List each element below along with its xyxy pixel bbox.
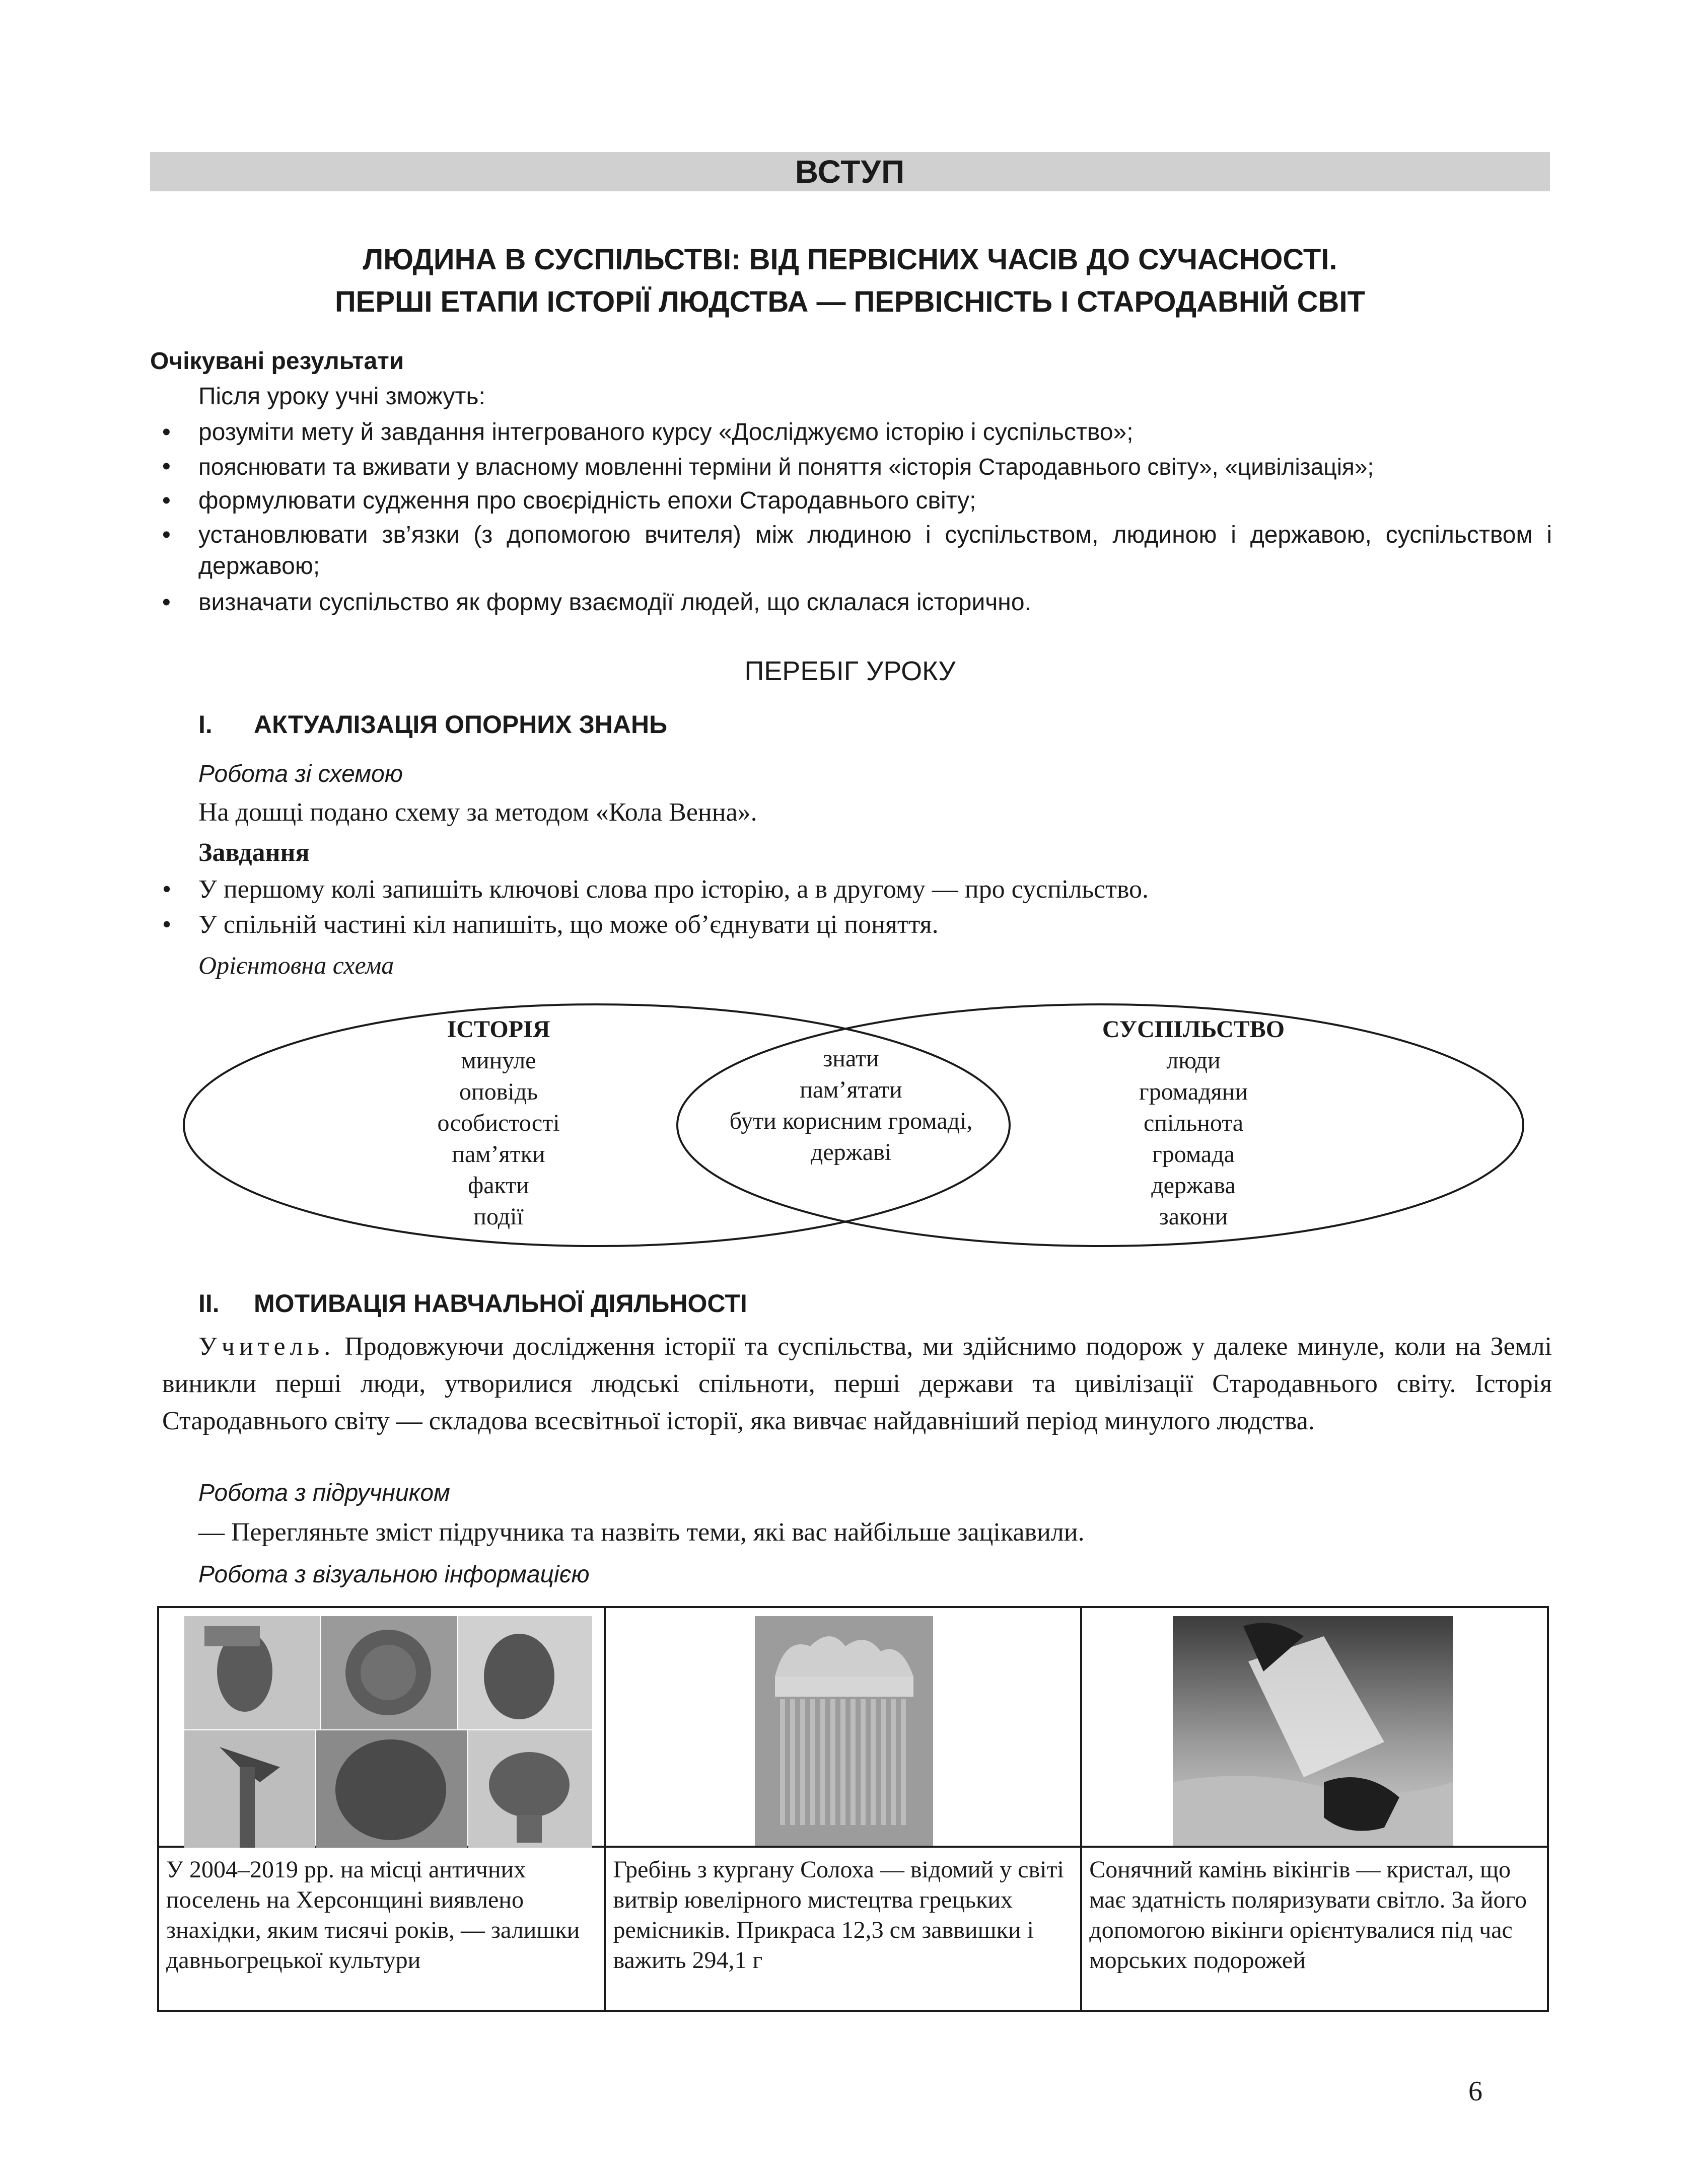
venn-society-column <box>1042 1014 1344 1232</box>
table-row <box>158 1607 1548 1847</box>
expected-item: • установлювати зв’язки (з допомогою вчителя) між людиною і суспільством, людиною і державою, суспільством і державою; <box>162 520 1552 582</box>
venn-intersection-column <box>675 1043 1027 1168</box>
section-2-number: II. <box>198 1289 220 1318</box>
expected-item-text: розуміти мету й завдання інтегрованого курсу «Досліджуємо історію і суспільство»; <box>198 419 1134 446</box>
venn-history-item: факти <box>468 1172 529 1199</box>
venn-society-item: закони <box>1159 1203 1228 1230</box>
scheme-work-label: Робота зі схемою <box>198 761 403 787</box>
textbook-task: — Перегляньте зміст підручника та назвіть теми, які вас найбільше зацікавили. <box>198 1518 1085 1547</box>
venn-history-item: події <box>473 1203 524 1230</box>
lesson-title-line-1: ЛЮДИНА В СУСПІЛЬСТВІ: ВІД ПЕРВІСНИХ ЧАСІВ ДО СУЧАСНОСТІ. <box>363 243 1337 276</box>
venn-intersection-item: знати <box>823 1045 879 1072</box>
teacher-text: Продовжуючи дослідження історії та суспільства, ми здійснимо подорож у далеке минуле, коли на Землі виникли перші люди, утворилися людські спільноти, перші держави та цивілізації Стародавнього світу. Історія Стародавнього світу — складова всесвітньої історії, яка вивчає найдавніший період минулого людства. <box>162 1332 1552 1435</box>
venn-history-item: минуле <box>461 1047 536 1074</box>
expected-item-text: формулювати судження про своєрідність епохи Стародавнього світу; <box>198 487 976 514</box>
venn-society-item: спільнота <box>1143 1110 1244 1136</box>
venn-intersection-item: державі <box>810 1139 892 1166</box>
lesson-title-line-2: ПЕРШІ ЕТАПИ ІСТОРІЇ ЛЮДСТВА — ПЕРВІСНІСТЬ І СТАРОДАВНІЙ СВІТ <box>334 285 1365 318</box>
greek-finds-collage-image <box>184 1616 592 1848</box>
image-cell <box>158 1607 605 1847</box>
venn-society-heading: СУСПІЛЬСТВО <box>1102 1016 1285 1043</box>
venn-intersection-item: бути корисним громаді, <box>729 1108 973 1134</box>
section-1-title: АКТУАЛІЗАЦІЯ ОПОРНИХ ЗНАНЬ <box>254 710 668 739</box>
task-heading: Завдання <box>198 838 310 867</box>
venn-society-item: люди <box>1166 1047 1221 1074</box>
image-cell <box>1081 1607 1548 1847</box>
section-2-heading <box>198 1289 747 1318</box>
venn-history-item: особистості <box>437 1110 560 1136</box>
expected-item: • пояснювати та вживати у власному мовленні терміни й поняття «історія Стародавнього світу», «цивілізація»; <box>162 451 1552 482</box>
teacher-paragraph <box>162 1328 1552 1440</box>
venn-history-heading: ІСТОРІЯ <box>447 1016 550 1043</box>
venn-intersection-item: пам’ятати <box>800 1076 902 1103</box>
lesson-flow-heading: ПЕРЕБІГ УРОКУ <box>744 656 956 686</box>
viking-sunstone-image <box>1173 1616 1453 1846</box>
expected-results-intro: Після уроку учні зможуть: <box>198 383 485 410</box>
task-item-text: У першому колі запишіть ключові слова про історію, а в другому — про суспільство. <box>198 875 1149 904</box>
visual-work-label: Робота з візуальною інформацією <box>198 1561 590 1588</box>
scheme-label: Орієнтовна схема <box>198 951 394 979</box>
venn-history-column <box>363 1014 634 1232</box>
caption-cell-greek-finds: У 2004–2019 рр. на місці античних поселень на Херсонщині виявлено знахідки, яким тисячі років, — залишки давньогрецької культури <box>158 1847 605 2011</box>
textbook-work-label: Робота з підручником <box>198 1480 450 1506</box>
venn-history-item: пам’ятки <box>452 1141 545 1168</box>
expected-item: • розуміти мету й завдання інтегрованого курсу «Досліджуємо історію і суспільство»; <box>162 417 1552 448</box>
section-2-title: МОТИВАЦІЯ НАВЧАЛЬНОЇ ДІЯЛЬНОСТІ <box>254 1289 747 1318</box>
section-1-number: I. <box>198 710 213 739</box>
page-number: 6 <box>1468 2076 1482 2107</box>
expected-results-heading: Очікувані результати <box>150 348 404 375</box>
caption-cell-viking-sunstone: Сонячний камінь вікінгів — кристал, що має здатність поляризувати світло. За його допомогою вікінги орієнтувалися під час морських подорожей <box>1081 1847 1548 2011</box>
expected-item: • формулювати судження про своєрідність епохи Стародавнього світу; <box>162 485 1552 517</box>
venn-history-item: оповідь <box>459 1078 538 1105</box>
scheme-description: На дошці подано схему за методом «Кола Венна». <box>198 798 757 827</box>
expected-item-text: визначати суспільство як форму взаємодії людей, що склалася історично. <box>198 589 1031 616</box>
venn-society-item: держава <box>1151 1172 1236 1199</box>
venn-society-item: громада <box>1152 1141 1235 1168</box>
venn-society-item: громадяни <box>1139 1078 1248 1105</box>
caption-cell-solokha-comb: Гребінь з кургану Солоха — відомий у світі витвір ювелірного мистецтва грецьких ремісників. Прикраса 12,3 см заввишки і важить 294,1 г <box>605 1847 1081 2011</box>
expected-item-text: пояснювати та вживати у власному мовленні терміни й поняття «історія Стародавнього світу», «цивілізація»; <box>198 454 1374 480</box>
solokha-comb-image <box>755 1616 933 1846</box>
task-item-text: У спільній частині кіл напишіть, що може об’єднувати ці поняття. <box>198 910 939 939</box>
expected-item: • визначати суспільство як форму взаємодії людей, що склалася історично. <box>162 587 1552 618</box>
teacher-label: Учитель. <box>198 1332 335 1361</box>
task-item: • У спільній частині кіл напишіть, що може об’єднувати ці поняття. <box>162 909 1552 940</box>
image-cell <box>605 1607 1081 1847</box>
table-row <box>158 1847 1548 2011</box>
task-item: • У першому колі запишіть ключові слова про історію, а в другому — про суспільство. <box>162 874 1552 905</box>
section-1-heading <box>198 710 667 739</box>
expected-item-text: установлювати зв’язки (з допомогою вчителя) між людиною і суспільством, людиною і державою, суспільством і державою; <box>198 522 1552 579</box>
visual-info-table <box>157 1606 1549 2012</box>
section-banner: ВСТУП <box>150 152 1550 191</box>
